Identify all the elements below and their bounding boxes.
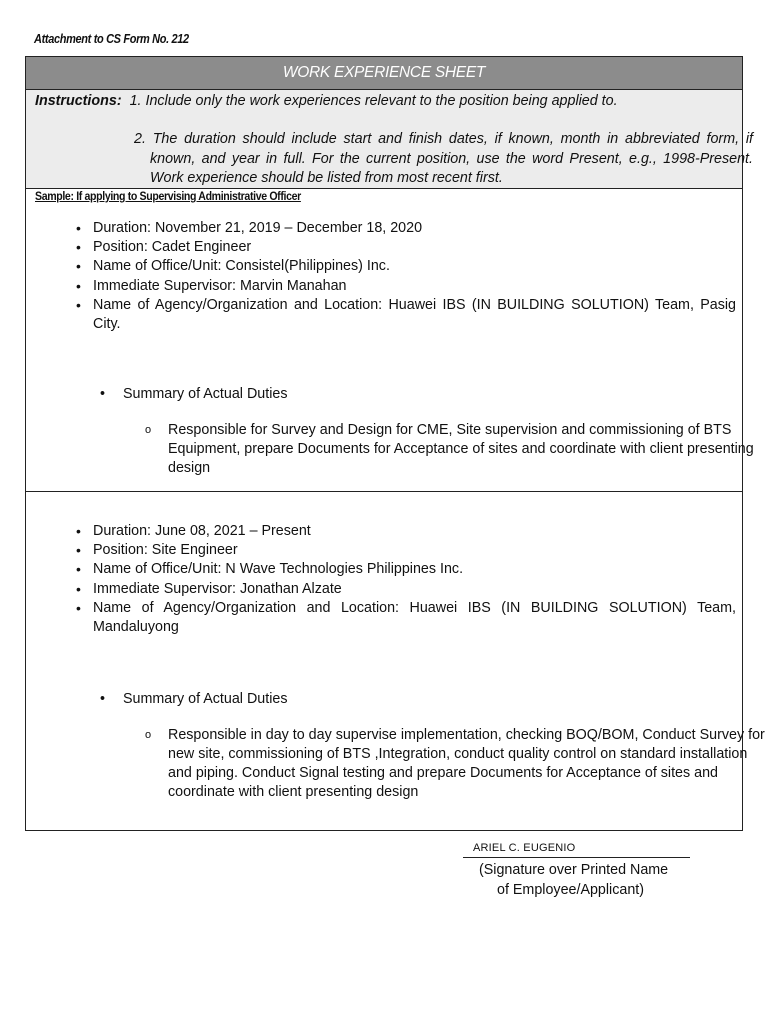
duties-text: o Responsible for Survey and Design for CME, Site supervision and commissioning of BTS Equipment, prepare Documents for Acceptance of sites and coordinate with client presenting design <box>145 421 768 478</box>
duties-text: o Responsible in day to day supervise implementation, checking BOQ/BOM, Conduct Survey for new site, commissioning of BTS ,Integration, conduct quality control on standard installation and piping. Conduct Signal testing and prepare Documents for Acceptance of sites and coordinate with client presenting design <box>145 726 768 802</box>
duration-item: • Duration: November 21, 2019 – December 18, 2020 <box>76 219 736 238</box>
position-item: • Position: Site Engineer <box>76 541 736 560</box>
entry-details <box>76 219 736 334</box>
signature-block <box>463 840 690 900</box>
signatory-name: ARIEL C. EUGENIO <box>463 840 690 858</box>
summary-heading: • Summary of Actual Duties <box>100 385 287 404</box>
sample-label: Sample: If applying to Supervising Administrative Officer <box>35 189 301 203</box>
agency-item: • Name of Agency/Organization and Location: Huawei IBS (IN BUILDING SOLUTION) Team, Pasig City. <box>76 296 736 334</box>
instruction-1-text: 1. Include only the work experiences relevant to the position being applied to. <box>129 93 618 109</box>
office-item: • Name of Office/Unit: Consistel(Philippines) Inc. <box>76 257 736 276</box>
instruction-2: 2. The duration should include start and finish dates, if known, month in abbreviated form, if known, and year in full. For the current position, use the word Present, e.g., 1998-Present. Work experience should be listed from most recent first. <box>134 131 753 186</box>
title-bar <box>26 57 742 90</box>
office-item: • Name of Office/Unit: N Wave Technologies Philippines Inc. <box>76 560 736 579</box>
attachment-label: Attachment to CS Form No. 212 <box>34 32 189 46</box>
signature-caption <box>463 860 690 900</box>
position-item: • Position: Cadet Engineer <box>76 238 736 257</box>
instructions-label: Instructions: <box>35 93 122 109</box>
summary-heading: • Summary of Actual Duties <box>100 690 287 709</box>
instructions-block <box>26 90 753 189</box>
signature-caption-line2: of Employee/Applicant) <box>497 882 645 898</box>
instruction-1 <box>35 93 618 109</box>
supervisor-item: • Immediate Supervisor: Marvin Manahan <box>76 277 736 296</box>
entry-details <box>76 522 736 637</box>
experience-entry <box>26 217 754 492</box>
supervisor-item: • Immediate Supervisor: Jonathan Alzate <box>76 580 736 599</box>
page-title: WORK EXPERIENCE SHEET <box>282 64 486 81</box>
duration-item: • Duration: June 08, 2021 – Present <box>76 522 736 541</box>
agency-item: • Name of Agency/Organization and Location: Huawei IBS (IN BUILDING SOLUTION) Team, Mandaluyong <box>76 599 736 637</box>
work-experience-sheet <box>25 56 765 831</box>
signature-caption-line1: (Signature over Printed Name <box>479 862 669 878</box>
